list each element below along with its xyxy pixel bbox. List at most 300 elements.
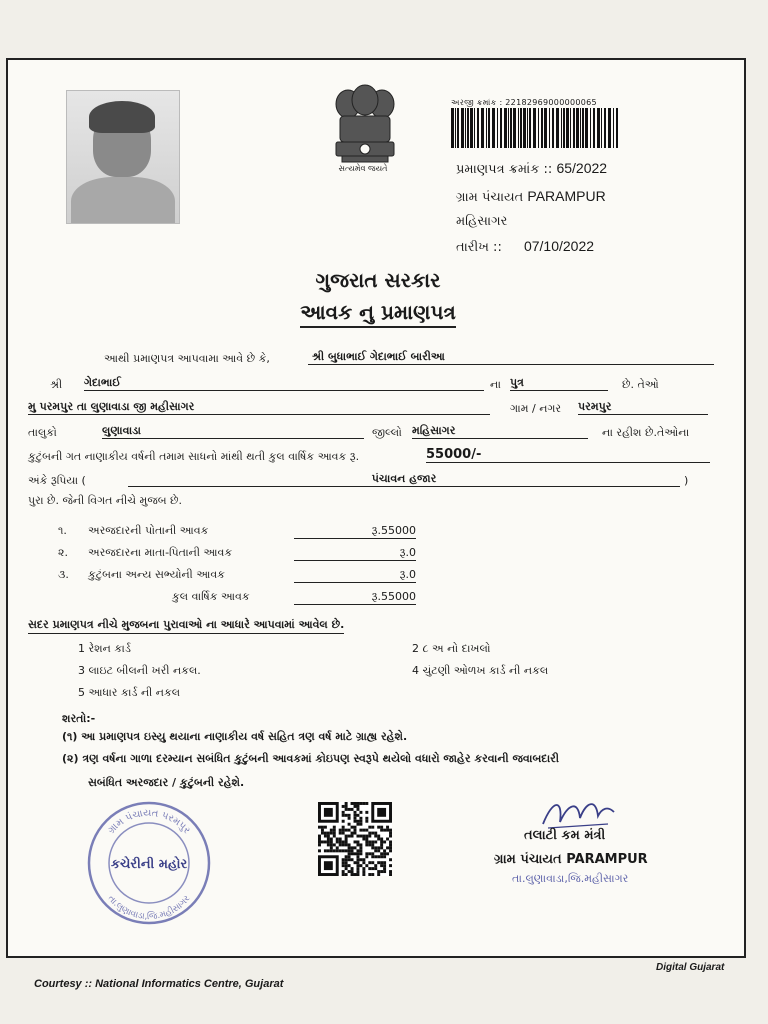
na-label: ના (490, 378, 501, 391)
barcode-bar (593, 108, 595, 148)
barcode-bar (467, 108, 469, 148)
qr-module (351, 832, 354, 835)
amount-in-words: પંચાવન હજાર (128, 472, 680, 487)
gam-label: ગામ / નગર (510, 402, 562, 415)
qr-module (354, 852, 357, 855)
qr-module (377, 855, 380, 858)
barcode-bar (604, 108, 606, 148)
qr-module (330, 843, 333, 846)
qr-module (359, 852, 362, 855)
qr-module (348, 846, 351, 849)
qr-finder (377, 808, 386, 817)
qr-module (365, 829, 368, 832)
qr-module (380, 840, 383, 843)
qr-module (339, 832, 342, 835)
qr-module (356, 870, 359, 873)
barcode-bar (538, 108, 539, 148)
qr-module (351, 858, 354, 861)
qr-module (389, 858, 392, 861)
qr-module (389, 870, 392, 873)
condition-1: (૧) આ પ્રમાણપત્ર ઇસ્યુ થયાના નાણાકીય વર્ષ સહિત ત્રણ વર્ષ માટે ગ્રાહ્ય રહેશે. (62, 730, 408, 743)
qr-module (377, 861, 380, 864)
qr-finder (324, 808, 333, 817)
seal-ring-top: ગ્રામ પંચાયત પરમપુર (105, 807, 193, 837)
qr-module (333, 829, 336, 832)
barcode-bar (582, 108, 584, 148)
qr-module (321, 832, 324, 835)
qr-module (371, 867, 374, 870)
qr-module (321, 826, 324, 829)
barcode-bar (556, 108, 559, 148)
qr-module (348, 808, 351, 811)
qr-module (365, 852, 368, 855)
qr-module (321, 840, 324, 843)
qr-module (383, 852, 386, 855)
qr-module (371, 843, 374, 846)
qr-module (339, 840, 342, 843)
qr-module (354, 840, 357, 843)
qr-module (342, 820, 345, 823)
qr-module (324, 835, 327, 838)
qr-module (327, 840, 330, 843)
qr-module (356, 849, 359, 852)
taluka-value: લુણાવાડા (102, 424, 364, 439)
qr-module (377, 826, 380, 829)
barcode-bar (549, 108, 550, 148)
qr-module (342, 814, 345, 817)
qr-module (351, 826, 354, 829)
barcode-bar (608, 108, 611, 148)
barcode-bar (566, 108, 569, 148)
qr-module (374, 864, 377, 867)
qr-module (342, 811, 345, 814)
qr-module (318, 849, 321, 852)
income-row-value: રૂ.0 (294, 546, 416, 561)
qr-module (342, 849, 345, 852)
gram-panchayat-row: ગ્રામ પંચાયત PARAMPUR (456, 188, 606, 205)
qr-module (333, 835, 336, 838)
certificate-title: આવક નુ પ્રમાણપત્ર (8, 300, 748, 324)
office-seal-icon (84, 798, 214, 928)
qr-module (365, 843, 368, 846)
barcode-bar (486, 108, 487, 148)
qr-module (368, 843, 371, 846)
qr-module (351, 849, 354, 852)
qr-module (327, 832, 330, 835)
qr-module (368, 852, 371, 855)
qr-module (383, 829, 386, 832)
qr-module (327, 849, 330, 852)
qr-module (333, 832, 336, 835)
qr-module (345, 840, 348, 843)
qr-module (368, 873, 371, 876)
qr-module (368, 832, 371, 835)
conditions-heading: શરતો:- (62, 712, 96, 725)
qr-module (377, 838, 380, 841)
qr-module (348, 829, 351, 832)
barcode-icon (451, 108, 619, 148)
qr-module (356, 843, 359, 846)
qr-module (377, 835, 380, 838)
qr-module (359, 843, 362, 846)
qr-module (356, 855, 359, 858)
taluka-label: તાલુકો (28, 426, 57, 439)
barcode-bar (488, 108, 490, 148)
qr-module (380, 855, 383, 858)
qr-module (386, 829, 389, 832)
barcode-bar (533, 108, 536, 148)
applicant-name: શ્રી બુધાભાઈ ગેદાભાઈ બારીઆ (308, 350, 714, 365)
barcode-bar (457, 108, 459, 148)
qr-module (327, 835, 330, 838)
barcode-text: અરજી ક્રમાંક : 22182969000000065 (451, 98, 597, 107)
qr-module (348, 858, 351, 861)
qr-module (318, 840, 321, 843)
district-text: મહિસાગર (456, 214, 508, 229)
qr-module (342, 805, 345, 808)
qr-code-icon (318, 802, 392, 876)
qr-module (356, 805, 359, 808)
father-name: ગેદાભાઈ (84, 376, 484, 391)
qr-module (359, 811, 362, 814)
qr-module (368, 867, 371, 870)
jilla-value: મહિસાગર (412, 424, 588, 439)
qr-module (345, 867, 348, 870)
emblem-motto: સત્યમેવ જયતે (338, 164, 388, 173)
family-income-text: કુટુંબની ગત નાણાકીય વર્ષની તમામ સાધનો માંથી થતી કુલ વાર્ષિક આવક રૂ. (28, 450, 360, 463)
footer-courtesy: Courtesy :: National Informatics Centre, Gujarat (34, 978, 284, 990)
qr-module (336, 840, 339, 843)
qr-module (377, 849, 380, 852)
qr-module (342, 861, 345, 864)
evidence-item-4: 4 ચુંટણી ઓળખ કાર્ડ ની નકલ (412, 664, 549, 677)
income-row-value: રૂ.55000 (294, 524, 416, 539)
qr-module (380, 861, 383, 864)
qr-module (368, 826, 371, 829)
qr-module (336, 846, 339, 849)
qr-module (365, 820, 368, 823)
qr-module (333, 843, 336, 846)
applicant-photo (66, 90, 180, 224)
jilla-label: જીલ્લો (372, 426, 402, 439)
qr-module (368, 861, 371, 864)
income-row-value: રૂ.0 (294, 568, 416, 583)
qr-module (371, 861, 374, 864)
income-row-number: ૧. (58, 524, 67, 537)
qr-module (386, 826, 389, 829)
qr-module (371, 873, 374, 876)
qr-module (342, 832, 345, 835)
qr-module (348, 864, 351, 867)
qr-module (356, 864, 359, 867)
qr-module (383, 840, 386, 843)
qr-module (356, 861, 359, 864)
qr-module (327, 838, 330, 841)
qr-module (354, 805, 357, 808)
qr-module (380, 852, 383, 855)
qr-module (318, 843, 321, 846)
qr-module (362, 858, 365, 861)
evidence-item-2: 2 ૮ અ નો દાખલો (412, 642, 491, 655)
certificate-sheet (6, 58, 746, 958)
qr-finder (324, 861, 333, 870)
qr-module (354, 846, 357, 849)
qr-module (348, 817, 351, 820)
income-row-label: અરજદારના માતા-પિતાની આવક (88, 546, 233, 559)
qr-module (389, 864, 392, 867)
qr-module (339, 829, 342, 832)
barcode-bar (597, 108, 600, 148)
qr-module (318, 835, 321, 838)
qr-module (342, 870, 345, 873)
qr-module (356, 852, 359, 855)
qr-module (324, 832, 327, 835)
qr-module (356, 802, 359, 805)
signatory-panchayat: ગ્રામ પંચાયત PARAMPUR (494, 852, 648, 867)
qr-module (365, 811, 368, 814)
qr-module (374, 840, 377, 843)
date-row: તારીખ :: 07/10/2022 (456, 238, 595, 255)
signatory-designation: તલાટી કમ મંત્રી (524, 828, 606, 843)
qr-module (342, 826, 345, 829)
qr-module (359, 864, 362, 867)
qr-module (386, 852, 389, 855)
qr-module (342, 840, 345, 843)
qr-module (330, 840, 333, 843)
qr-module (383, 849, 386, 852)
qr-module (371, 826, 374, 829)
barcode-bar (470, 108, 473, 148)
qr-module (345, 838, 348, 841)
barcode-bar (504, 108, 507, 148)
barcode-bar (492, 108, 495, 148)
qr-module (356, 867, 359, 870)
qr-module (371, 840, 374, 843)
qr-module (389, 835, 392, 838)
qr-module (371, 855, 374, 858)
details-line: પુરા છે. જેની વિગત નીચે મુજબ છે. (28, 494, 183, 507)
qr-module (330, 829, 333, 832)
barcode-bar (580, 108, 581, 148)
qr-module (359, 823, 362, 826)
qr-module (374, 846, 377, 849)
qr-module (348, 823, 351, 826)
qr-module (345, 858, 348, 861)
issue-date: 07/10/2022 (523, 238, 595, 254)
qr-module (380, 846, 383, 849)
qr-module (374, 835, 377, 838)
qr-module (383, 864, 386, 867)
qr-module (368, 840, 371, 843)
qr-module (377, 846, 380, 849)
government-title: ગુજરાત સરકાર (315, 268, 441, 292)
qr-module (342, 843, 345, 846)
qr-module (345, 814, 348, 817)
qr-module (345, 843, 348, 846)
qr-module (354, 820, 357, 823)
qr-module (389, 873, 392, 876)
qr-module (351, 808, 354, 811)
qr-module (389, 843, 392, 846)
relation: પુત્ર (510, 376, 608, 391)
income-row-label: અરજદારની પોતાની આવક (88, 524, 209, 537)
evidence-heading: સદર પ્રમાણપત્ર નીચે મુજબના પુરાવાઓ ના આધારે આપવામાં આવેલ છે. (28, 618, 344, 634)
qr-module (365, 838, 368, 841)
barcode-bar (518, 108, 519, 148)
qr-module (380, 838, 383, 841)
qr-module (324, 849, 327, 852)
qr-module (365, 864, 368, 867)
qr-module (356, 840, 359, 843)
qr-module (354, 873, 357, 876)
qr-module (365, 855, 368, 858)
barcode-bar (500, 108, 502, 148)
qr-module (354, 817, 357, 820)
qr-module (371, 852, 374, 855)
qr-module (386, 846, 389, 849)
qr-module (359, 849, 362, 852)
barcode-bar (481, 108, 484, 148)
qr-module (321, 829, 324, 832)
qr-module (330, 846, 333, 849)
qr-module (374, 832, 377, 835)
che-teo: છે. તેઓ (622, 378, 659, 391)
qr-module (339, 843, 342, 846)
qr-module (365, 817, 368, 820)
qr-module (345, 805, 348, 808)
svg-text:તા.લુણાવાડા,જિ.મહીસાગર (106, 894, 193, 923)
words-prefix: અંકે રૂપિયા ( (28, 474, 86, 487)
qr-module (383, 870, 386, 873)
barcode-bar (497, 108, 498, 148)
qr-module (333, 826, 336, 829)
certificate-number-row: પ્રમાણપત્ર ક્રમાંક :: 65/2022 (456, 160, 608, 177)
qr-module (354, 861, 357, 864)
gram-panchayat: PARAMPUR (527, 188, 606, 204)
evidence-item-1: 1 રેશન કાર્ડ (78, 642, 131, 655)
qr-module (342, 829, 345, 832)
qr-module (365, 802, 368, 805)
qr-module (318, 826, 321, 829)
qr-module (383, 867, 386, 870)
qr-module (348, 843, 351, 846)
qr-module (359, 846, 362, 849)
qr-module (389, 840, 392, 843)
barcode-bar (455, 108, 456, 148)
qr-module (362, 802, 365, 805)
qr-module (345, 861, 348, 864)
barcode-bar (570, 108, 571, 148)
qr-module (362, 867, 365, 870)
qr-module (345, 849, 348, 852)
barcode-bar (613, 108, 614, 148)
qr-module (362, 870, 365, 873)
qr-module (351, 852, 354, 855)
qr-module (351, 873, 354, 876)
father-prefix: શ્રી (50, 378, 63, 391)
qr-module (359, 817, 362, 820)
qr-module (339, 849, 342, 852)
qr-module (356, 808, 359, 811)
footer-digital-gujarat: Digital Gujarat (656, 962, 725, 973)
qr-module (324, 840, 327, 843)
qr-module (354, 811, 357, 814)
qr-module (345, 864, 348, 867)
qr-module (374, 855, 377, 858)
qr-module (356, 814, 359, 817)
qr-module (342, 864, 345, 867)
condition-2: (૨) ત્રણ વર્ષના ગાળા દરમ્યાન સબંધિત કુટુંબની આવકમાં કોઇપણ સ્વરૂપે થયેલો વધારો જાહેર કરવાની જવાબદારી (62, 752, 559, 765)
qr-module (324, 826, 327, 829)
barcode-bar (461, 108, 464, 148)
words-suffix: ) (684, 474, 689, 487)
barcode-bar (520, 108, 522, 148)
address: મુ પરમપુર તા લુણાવાડા જી મહીસાગર (28, 400, 490, 415)
income-row-label: કુટુંબના અન્ય સભ્યોની આવક (88, 568, 225, 581)
total-income-amount: 55000/- (426, 447, 710, 463)
qr-module (351, 870, 354, 873)
intro-text: આથી પ્રમાણપત્ર આપવામા આવે છે કે, (104, 352, 270, 365)
qr-module (362, 829, 365, 832)
qr-module (342, 873, 345, 876)
qr-module (356, 823, 359, 826)
qr-module (345, 829, 348, 832)
qr-module (359, 820, 362, 823)
qr-module (386, 838, 389, 841)
barcode-bar (529, 108, 531, 148)
evidence-item-3: 3 લાઇટ બીલની ખરી નકલ. (78, 664, 201, 677)
qr-module (348, 849, 351, 852)
qr-module (354, 814, 357, 817)
qr-module (365, 840, 368, 843)
income-row-number: ૨. (58, 546, 68, 559)
qr-module (354, 829, 357, 832)
barcode-bar (541, 108, 543, 148)
barcode-bar (552, 108, 554, 148)
qr-module (380, 826, 383, 829)
qr-module (359, 829, 362, 832)
qr-module (380, 843, 383, 846)
barcode-bar (513, 108, 516, 148)
qr-module (345, 835, 348, 838)
qr-module (348, 835, 351, 838)
qr-module (345, 802, 348, 805)
qr-module (368, 835, 371, 838)
barcode-bar (590, 108, 591, 148)
barcode-bar (576, 108, 579, 148)
qr-module (351, 846, 354, 849)
qr-module (351, 802, 354, 805)
qr-module (371, 846, 374, 849)
barcode-bar (585, 108, 588, 148)
barcode-bar (561, 108, 562, 148)
barcode-bar (465, 108, 466, 148)
barcode-bar (527, 108, 528, 148)
income-total-value: રૂ.55000 (294, 590, 416, 605)
barcode-bar (523, 108, 526, 148)
qr-module (362, 838, 365, 841)
barcode-bar (573, 108, 575, 148)
qr-module (362, 873, 365, 876)
qr-module (330, 849, 333, 852)
qr-module (351, 867, 354, 870)
qr-module (380, 829, 383, 832)
barcode-bar (544, 108, 547, 148)
qr-module (348, 855, 351, 858)
qr-module (348, 814, 351, 817)
qr-module (374, 849, 377, 852)
qr-module (345, 855, 348, 858)
